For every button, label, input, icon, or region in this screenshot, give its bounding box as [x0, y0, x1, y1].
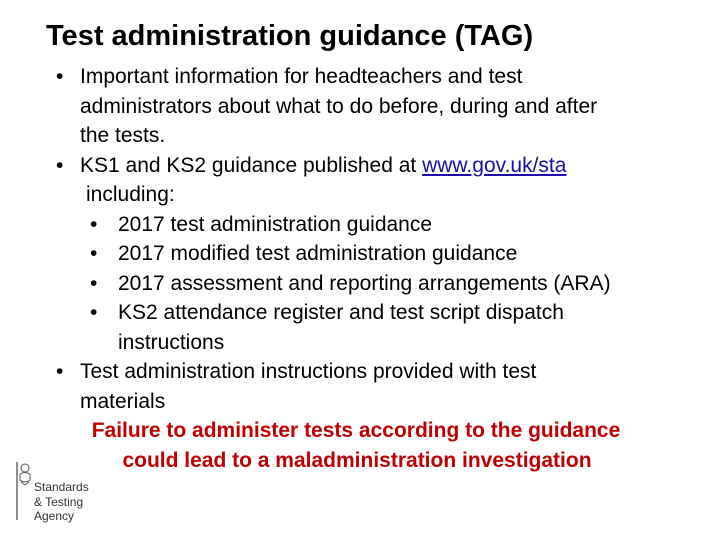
sta-logo — [12, 458, 92, 528]
warning-text: Failure to administer tests according to the guidance — [91, 419, 621, 442]
logo-line: & Testing — [34, 494, 84, 509]
logo-line: Standards — [34, 480, 89, 494]
sta-link[interactable]: www.gov.uk/sta — [422, 153, 567, 177]
bullet-text: materials — [80, 389, 166, 413]
bullet-marker: • — [56, 360, 64, 383]
bullet-text: Test administration instructions provided with test — [80, 360, 537, 383]
bullet-marker: • — [90, 212, 98, 236]
bullet-marker: • — [90, 301, 98, 324]
sub-bullet-item — [0, 210, 720, 240]
sub-bullet-text: 2017 test administration guidance — [118, 212, 433, 236]
logo-line: Agency — [34, 509, 75, 523]
bullet-marker: • — [56, 65, 64, 88]
slide-title: Test administration guidance (TAG) — [46, 20, 534, 52]
sub-bullet-text: instructions — [118, 330, 225, 354]
bullet-item — [0, 151, 720, 181]
bullet-text: KS1 and KS2 guidance published at — [80, 153, 423, 177]
sub-bullet-item — [0, 298, 720, 328]
sub-bullet-text: 2017 assessment and reporting arrangements (ARA) — [118, 271, 611, 295]
logo-text — [34, 480, 89, 524]
bullet-text: including: — [86, 183, 175, 206]
sub-bullet-item — [0, 269, 720, 299]
warning-text: could lead to a maladministration investigation — [122, 448, 592, 472]
bullet-text: administrators about what to do before, during and after — [80, 94, 598, 118]
bullet-marker: • — [90, 242, 98, 265]
bullet-marker: • — [90, 271, 98, 295]
bullet-text: the tests. — [80, 124, 166, 147]
bullet-marker: • — [56, 153, 64, 177]
sub-bullet-text: 2017 modified test administration guidance — [118, 242, 518, 265]
bullet-item — [0, 62, 720, 92]
sub-bullet-item — [0, 239, 720, 269]
bullet-item — [0, 357, 720, 387]
bullet-text: Important information for headteachers and test — [80, 65, 523, 88]
sub-bullet-text: KS2 attendance register and test script dispatch — [118, 301, 564, 324]
slide-content — [0, 62, 720, 475]
royal-crest-icon — [14, 460, 32, 522]
